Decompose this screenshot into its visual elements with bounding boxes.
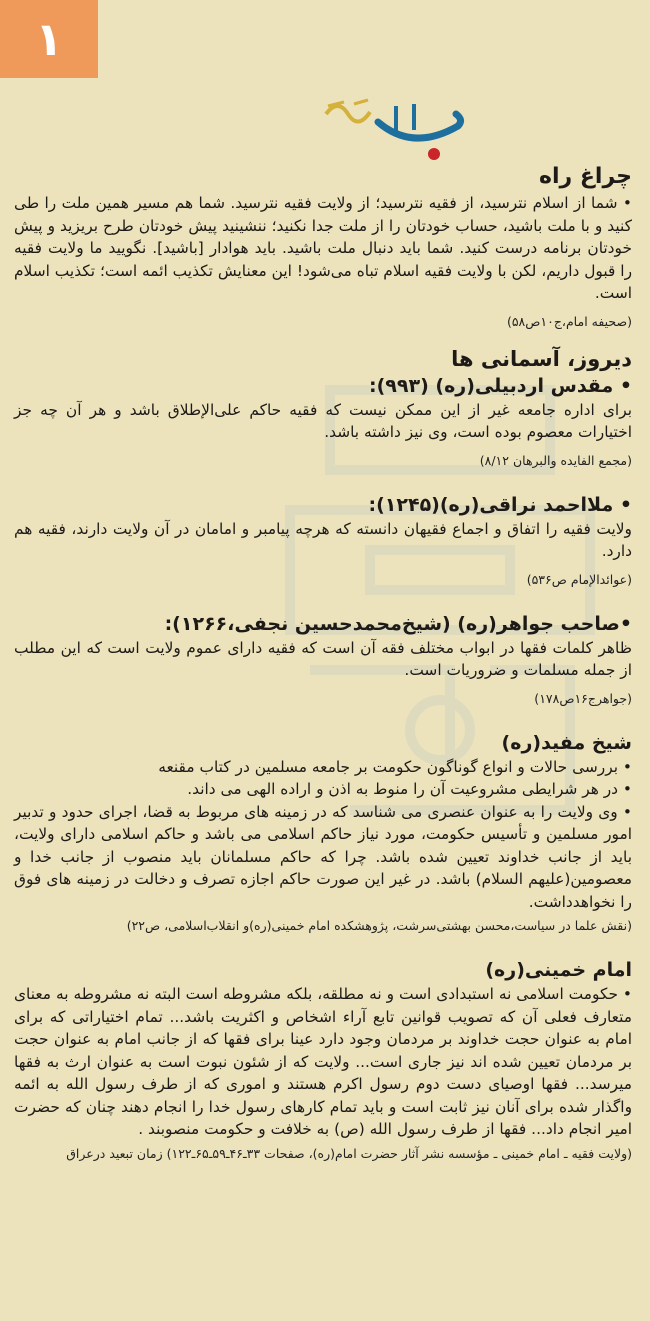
javaher-source: (جواهرج۱۶ص۱۷۸): [534, 690, 632, 706]
section-title-cheragh-rah: چراغ راه: [539, 164, 632, 189]
page-number-tab: [0, 0, 98, 78]
heading-ardabili: • مقدس اردبیلی(ره) (۹۹۳):: [369, 374, 632, 397]
quote-text: • شما از اسلام نترسید، از فقیه نترسید؛ از ولایت فقیه نترسید. شما هم مسیر همین ملت را طی کنید و با ملت باشید، حساب خودتان را از ملت جدا نکنید؛ ننشینید پیش خودتان طرح بریزید و پیش خودتان برنامه درست کنید. شما باید دنبال ملت باشید. باید هوادار [باشید]. نگویید ما ولایت فقیه را قبول داریم، لکن با ولایت فقیه اسلام تباه می‌شود! این معنایش تکذیب ائمه است؛ تکذیب اسلام است.: [14, 194, 632, 302]
mofid-item: • در هر شرایطی مشروعیت آن را منوط به اذن و اراده الهی می داند.: [187, 780, 632, 798]
naraghi-source: (عوائدالإمام ص۵۳۶): [526, 571, 632, 587]
heading-javaher: •صاحب جواهر(ره) (شیخ‌محمدحسین نجفی،۱۲۶۶):: [164, 612, 632, 635]
naraghi-text: ولایت فقیه را اتفاق و اجماع فقیهان دانسته که هرچه پیامبر و امامان در آن ولایت دارند، فقیه هم دارد.: [14, 519, 632, 560]
page-number: ۱: [34, 12, 64, 66]
mofid-source: (نقش علما در سیاست،محسن بهشتی‌سرشت، پژوهشکده امام خمینی(ره)و انقلاب‌اسلامی، ص۲۲): [126, 918, 632, 933]
ardabili-text: برای اداره جامعه غیر از این ممکن نیست که فقیه حاکم علی‌الإطلاق باشد و هر آن چه جز اختیارات معصوم بوده است، وی نیز داشته باشد.: [14, 400, 632, 441]
heading-naraghi: • ملااحمد نراقی(ره)(۱۲۴۵):: [368, 493, 632, 516]
heading-mofid: شیخ مفید(ره): [501, 731, 632, 754]
heading-khomeini: امام خمینی(ره): [485, 959, 632, 981]
section-title-dirooz: دیروز، آسمانی ها: [451, 346, 632, 371]
mofid-item: • وی ولایت را به عنوان عنصری می شناسد که در زمینه های مربوط به قضا، اجرای حدود و تدبیر امور مسلمین و تأسیس حکومت، مورد نیاز حاکم اسلامی می باشد و حاکم اسلامی دارای ولایت، باید از جانب خداوند تعیین شده باشد. چرا که حاکم مسلمانان باید منصوب از جانب خدا و معصومین(علیهم السلام) باشد. در غیر این صورت حاکم اجازه تصرف و دخالت در زمینه های فوق را نخواهدداشت.: [14, 802, 632, 911]
article: [14, 162, 632, 1163]
javaher-text: ظاهر کلمات فقها در ابواب مختلف فقه آن است که فقیه دارای عموم ولایت است که این مطلب از جمله مسلمات و ضروریات است.: [14, 638, 632, 679]
khomeini-source: (ولایت فقیه ـ امام خمینی ـ مؤسسه نشر آثار حضرت امام(ره)، صفحات ۳۳ـ۴۶ـ۵۹ـ۶۵ـ۱۲۲) زمان تبعید درعراق: [66, 1145, 632, 1161]
ardabili-source: (مجمع الفایده والبرهان ۸/۱۲): [479, 452, 632, 468]
quote-source: (صحیفه امام،ج۱۰ص۵۸): [506, 313, 632, 329]
khomeini-text: • حکومت اسلامی نه استبدادی است و نه مطلقه، بلکه مشروطه است البته نه مشروطه به معنای متعارف فعلی آن که تصویب قوانین تابع آراء اشخاص و اکثریت باشد... تمام اختیاراتی که برای امام به عنوان حجت خداوند بر مردمان وجود دارد عینا برای فقها که از جانب امام به عنوان حجت بر مردمان تعیین شده اند نیز جاری است... ولایت که از شئون نبوت است به عنوان ارث به فقها میرسد... فقها اوصیای دست دوم رسول اکرم هستند و اموری که از طرف رسول الله به ائمه واگذار شده برای آنان نیز ثابت است و باید تمام کارهای رسول خدا را انجام دهند چنان که حضرت امیر انجام داد... فقها از طرف رسول الله (ص) به خلافت و حکومت منصوبند .: [14, 985, 632, 1138]
mofid-item: • بررسی حالات و انواع گوناگون حکومت بر جامعه مسلمین در کتاب مقنعه: [158, 757, 632, 776]
basmala-calligraphy: [318, 92, 468, 162]
